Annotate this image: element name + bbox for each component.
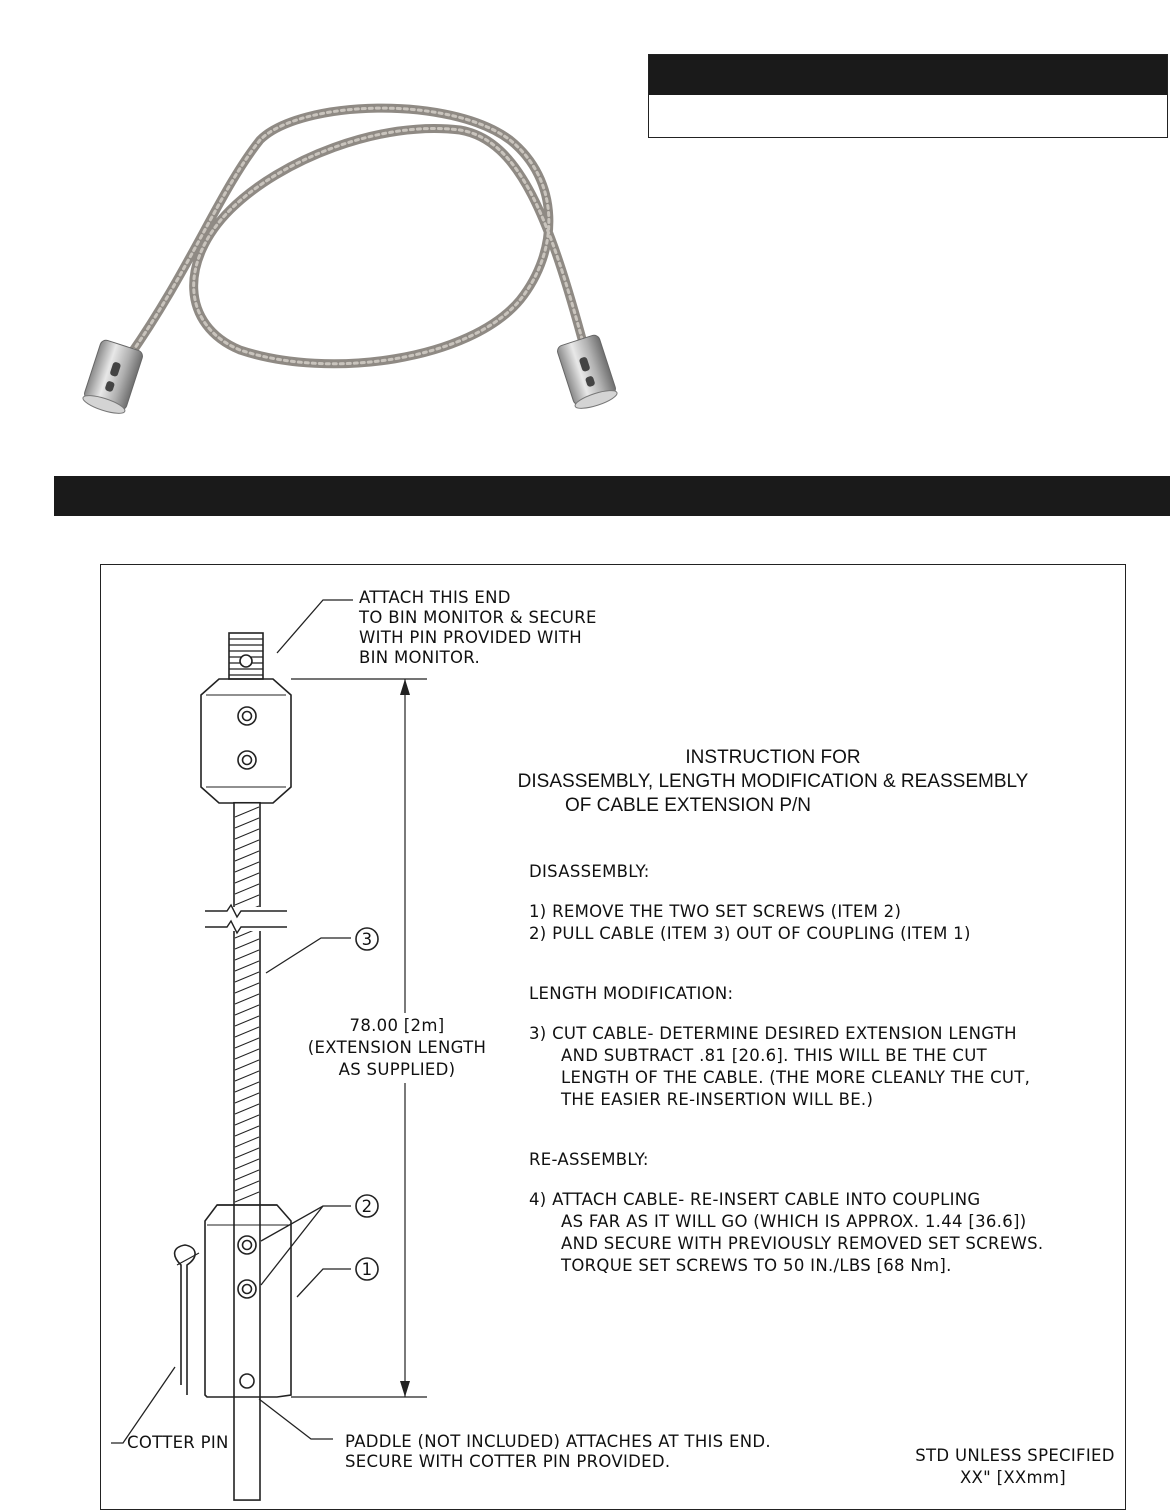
technical-drawing-frame <box>100 564 1126 1510</box>
svg-text:AND SECURE WITH PREVIOUSLY REM: AND SECURE WITH PREVIOUSLY REMOVED SET SCREWS. <box>561 1234 1044 1253</box>
svg-text:AS FAR AS IT WILL GO (WHICH IS: AS FAR AS IT WILL GO (WHICH IS APPROX. 1.44 [36.6]) <box>561 1212 1027 1231</box>
svg-text:1) REMOVE THE TWO SET SCREWS (: 1) REMOVE THE TWO SET SCREWS (ITEM 2) <box>529 902 902 921</box>
length-heading: LENGTH MODIFICATION: <box>529 984 734 1003</box>
header-box <box>648 54 1168 138</box>
callout-1 <box>356 1258 378 1280</box>
top-note <box>358 588 597 667</box>
svg-text:INSTRUCTION FOR: INSTRUCTION FOR <box>685 747 861 768</box>
svg-text:OF CABLE EXTENSION P/N: OF CABLE EXTENSION P/N <box>565 795 811 816</box>
callout-3 <box>356 928 378 950</box>
svg-text:2) PULL CABLE (ITEM 3) OUT OF: 2) PULL CABLE (ITEM 3) OUT OF COUPLING (ITEM 1) <box>529 924 971 943</box>
section-bar <box>54 476 1170 516</box>
cable <box>205 803 287 1500</box>
svg-text:DISASSEMBLY, LENGTH MODIFICATI: DISASSEMBLY, LENGTH MODIFICATION & REASSEMBLY <box>517 771 1029 792</box>
svg-text:ATTACH THIS END: ATTACH THIS END <box>359 588 511 607</box>
svg-text:STD UNLESS SPECIFIED: STD UNLESS SPECIFIED <box>915 1446 1115 1465</box>
set-screw-top-2 <box>238 751 256 769</box>
svg-text:3) CUT CABLE- DETERMINE DESIR: 3) CUT CABLE- DETERMINE DESIRED EXTENSION LENGTH <box>529 1024 1017 1043</box>
bottom-note <box>345 1432 771 1471</box>
svg-text:BIN MONITOR.: BIN MONITOR. <box>359 648 480 667</box>
svg-text:WITH PIN PROVIDED WITH: WITH PIN PROVIDED WITH <box>359 628 582 647</box>
svg-text:AS SUPPLIED): AS SUPPLIED) <box>338 1060 456 1079</box>
instruction-title <box>518 747 1029 816</box>
svg-text:TORQUE SET SCREWS TO 50 IN./LB: TORQUE SET SCREWS TO 50 IN./LBS [68 Nm]. <box>561 1256 952 1275</box>
disassembly-steps <box>529 902 971 943</box>
svg-text:TO BIN MONITOR & SECURE: TO BIN MONITOR & SECURE <box>359 608 597 627</box>
svg-text:4) ATTACH CABLE- RE-INSERT CA: 4) ATTACH CABLE- RE-INSERT CABLE INTO COUPLING <box>529 1190 981 1209</box>
set-screw-top-1 <box>238 707 256 725</box>
left-fitting <box>81 339 144 417</box>
std-note <box>915 1446 1114 1487</box>
cable-extension-photo <box>80 100 640 430</box>
svg-text:3: 3 <box>361 930 373 949</box>
svg-text:78.00 [2m]: 78.00 [2m] <box>349 1016 445 1035</box>
svg-text:LENGTH OF THE CABLE. (THE MORE: LENGTH OF THE CABLE. (THE MORE CLEANLY THE CUT, <box>561 1068 1031 1087</box>
svg-text:SECURE WITH COTTER PIN PROVIDE: SECURE WITH COTTER PIN PROVIDED. <box>345 1452 671 1471</box>
right-fitting <box>556 334 619 412</box>
top-coupling <box>201 679 291 803</box>
svg-text:THE EASIER RE-INSERTION WILL B: THE EASIER RE-INSERTION WILL BE.) <box>561 1090 874 1109</box>
technical-drawing <box>101 565 1127 1511</box>
reassembly-heading: RE-ASSEMBLY: <box>529 1150 649 1169</box>
threaded-stud <box>229 633 263 679</box>
svg-text:(EXTENSION LENGTH: (EXTENSION LENGTH <box>307 1038 487 1057</box>
callout-2 <box>356 1195 378 1217</box>
svg-text:1: 1 <box>361 1260 373 1279</box>
cotter-pin-label: COTTER PIN <box>127 1433 229 1452</box>
disassembly-heading: DISASSEMBLY: <box>529 862 650 881</box>
svg-text:2: 2 <box>361 1197 373 1216</box>
svg-text:AND SUBTRACT .81 [20.6]. THIS: AND SUBTRACT .81 [20.6]. THIS WILL BE THE CUT <box>561 1046 987 1065</box>
svg-text:PADDLE (NOT INCLUDED) ATTACHES: PADDLE (NOT INCLUDED) ATTACHES AT THIS END. <box>345 1432 771 1451</box>
length-steps <box>529 1024 1030 1109</box>
cotter-pin <box>175 1245 199 1395</box>
svg-text:XX" [XXmm]: XX" [XXmm] <box>959 1468 1067 1487</box>
header-box-title-bar <box>649 55 1167 95</box>
reassembly-steps <box>529 1190 1043 1275</box>
